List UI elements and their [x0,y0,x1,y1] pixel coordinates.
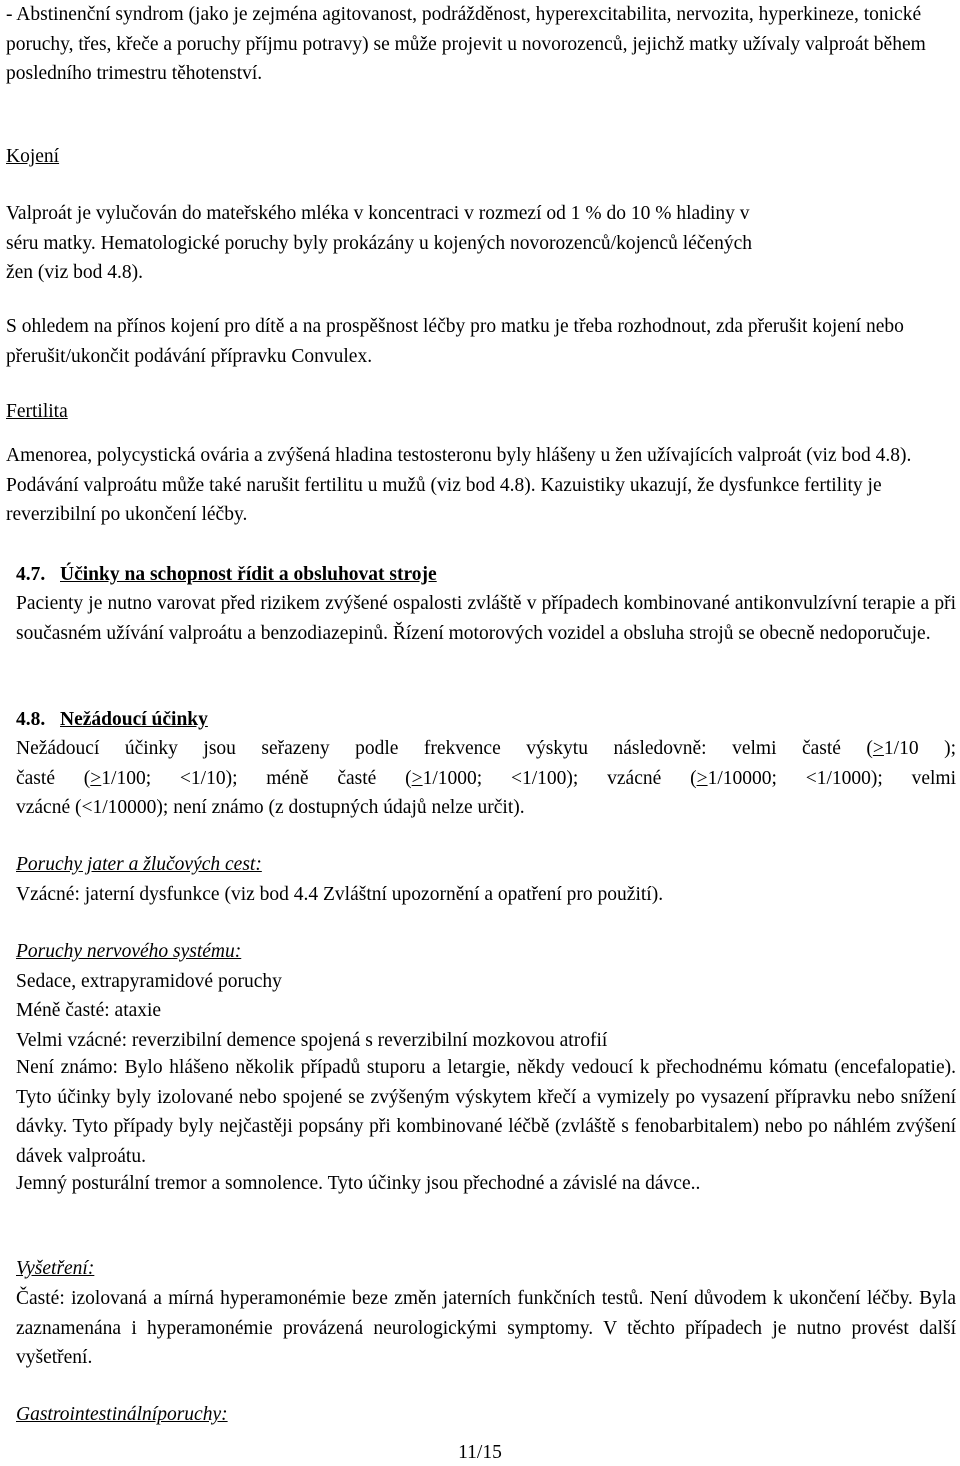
withdrawal-paragraph: - Abstinenční syndrom (jako je zejména agitovanost, podrážděnost, hyperexcitabilita, nervozita, hyperkineze, tonické poruchy, třes, křeče a poruchy příjmu potravy) se může projevit u novorozenců, jejichž matky užívaly valproát během posledního trimestru těhotenství. [6,4,926,84]
fertility-paragraph: Amenorea, polycystická ovária a zvýšená hladina testosteronu byly hlášeny u žen užívajících valproát (viz bod 4.8). Podávání valproátu může také narušit fertilitu u mužů (viz bod 4.8). Kazuistiky ukazují, že dysfunkce fertility je reverzibilní po ukončení léčby. [6,445,912,525]
fertility-heading-wrapper [6,397,954,427]
nervous-paragraph-1: Není známo: Bylo hlášeno několik případů stuporu a letargie, někdy vedoucí k přechodnému kómatu (encefalopatie). Tyto účinky byly izolované nebo spojené se zvýšeným výskytem křečí a vymizely po vysazení přípravku nebo snížení dávky. Tyto případy byly nejčastěji popsány při kombinované léčbě (zvláště s fenobarbitalem) nebo po náhlém zvýšení dávek valproátu. [16,1057,956,1167]
ge-symbol: > [872,738,884,759]
section-4-7-number: 4.7. [16,564,46,585]
breastfeeding-line-3: žen (viz bod 4.8). [6,262,143,283]
frequency-line-2-a: časté ( [16,767,91,789]
breastfeeding-heading: Kojení [6,146,60,167]
investigations-heading: Vyšetření: [16,1258,95,1279]
nervous-line-2: Méně časté: ataxie [16,1000,162,1021]
nervous-heading: Poruchy nervového systému: [16,941,242,962]
section-4-7-heading [16,560,956,590]
investigations-heading-wrapper [16,1254,956,1284]
section-4-8-number: 4.8. [16,709,46,730]
frequency-line-1 [16,734,956,764]
frequency-line-2-c: 1/1000; <1/100); vzácné ( [422,767,697,789]
fertility-heading: Fertilita [6,401,68,422]
breastfeeding-paragraph-1 [6,199,954,288]
section-4-7-title: Účinky na schopnost řídit a obsluhovat stroje [60,564,437,585]
liver-heading: Poruchy jater a žlučových cest: [16,854,262,875]
frequency-line-2 [16,764,956,794]
gastro-heading-wrapper [16,1400,956,1430]
breastfeeding-heading-wrapper [6,142,954,172]
ge-symbol: > [411,767,423,789]
ge-symbol: > [696,767,708,789]
nervous-line-3: Velmi vzácné: reverzibilní demence spojená s reverzibilní mozkovou atrofií [16,1029,608,1051]
investigations-paragraph: Časté: izolovaná a mírná hyperamonémie beze změn jaterních funkčních testů. Není důvodem k ukončení léčby. Byla zaznamenána i hyperamonémie provázená neurologickými symptomy. V těchto případech je nutno provést další vyšetření. [16,1288,956,1368]
liver-block [16,850,956,909]
frequency-line-3: vzácné (<1/10000); není známo (z dostupných údajů nelze určit). [16,797,525,818]
page-number: 11/15 [458,1442,502,1463]
breastfeeding-line-2: séru matky. Hematologické poruchy byly prokázány u kojených novorozenců/kojenců léčených [6,232,752,254]
nervous-block [16,937,956,1055]
gastro-heading: Gastrointestinálníporuchy: [16,1404,228,1425]
liver-line: Vzácné: jaterní dysfunkce (viz bod 4.4 Zvláštní upozornění a opatření pro použití). [16,883,664,905]
frequency-paragraph [16,734,956,823]
section-4-8-heading [16,705,956,735]
frequency-line-1-end: 1/10 ); [883,738,956,759]
section-4-8-title: Nežádoucí účinky [60,709,208,730]
frequency-line-2-b: 1/100; <1/10); méně časté ( [101,767,412,789]
frequency-line-1-text: Nežádoucí účinky jsou seřazeny podle frekvence výskytu následovně: velmi časté ( [16,738,873,759]
ge-symbol: > [90,767,102,789]
nervous-line-1: Sedace, extrapyramidové poruchy [16,970,282,992]
section-4-7-paragraph: Pacienty je nutno varovat před rizikem zvýšené ospalosti zvláště v případech kombinované antikonvulzívní terapie a při současném užívání valproátu a benzodiazepinů. Řízení motorových vozidel a obsluha strojů se obecně nedoporučuje. [16,593,956,644]
breastfeeding-line-1: Valproát je vylučován do mateřského mléka v koncentraci v rozmezí od 1 % do 10 % hladiny v [6,203,750,224]
frequency-line-2-d: 1/10000; <1/1000); velmi [707,767,957,789]
breastfeeding-paragraph-2: S ohledem na přínos kojení pro dítě a na prospěšnost léčby pro matku je třeba rozhodnout, zda přerušit kojení nebo přerušit/ukončit podávání přípravku Convulex. [6,316,904,367]
nervous-paragraph-2: Jemný posturální tremor a somnolence. Tyto účinky jsou přechodné a závislé na dávce.. [16,1173,701,1194]
